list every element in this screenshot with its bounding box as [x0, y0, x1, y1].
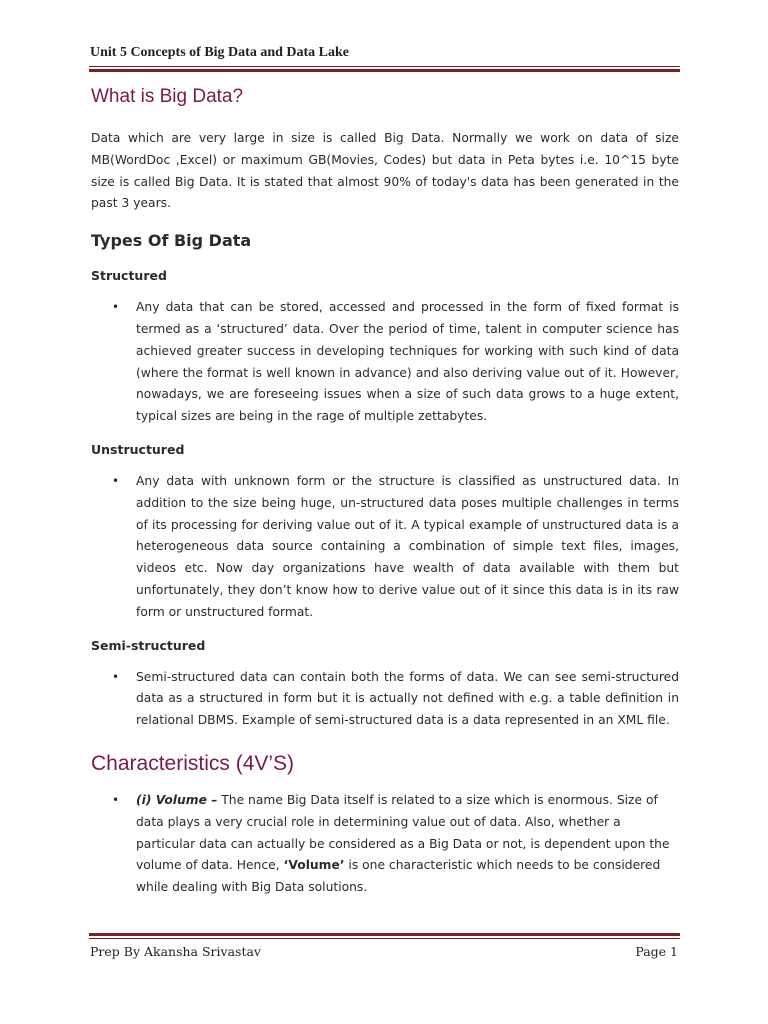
page-content [91, 86, 679, 899]
header-rule-thick [89, 69, 680, 72]
footer-page-number: Page 1 [635, 944, 678, 959]
heading-structured: Structured [91, 268, 167, 284]
heading-unstructured: Unstructured [91, 441, 185, 457]
bullet-icon: • [112, 300, 120, 315]
list-item [91, 471, 679, 624]
volume-label: (i) Volume – [136, 792, 218, 807]
bullet-icon: • [112, 792, 120, 807]
volume-text-b: is one characteristic which needs to be considered while dealing with Big Data solutions. [136, 858, 661, 895]
list-item [91, 667, 679, 732]
heading-types-of-big-data: Types Of Big Data [91, 231, 252, 251]
bullet-icon: • [112, 669, 120, 684]
unstructured-text: Any data with unknown form or the structure is classified as unstructured data. In addition to the size being huge, un-structured data poses multiple challenges in terms of its processing for deriving value out of it. A typical example of unstructured data is a heterogeneous data source containing a combination of simple text files, images, videos etc. Now day organizations have wealth of data available with them but unfortunately, they don’t know how to derive value out of it since this data is in its raw form or unstructured format. [136, 473, 679, 619]
volume-text-a: The name Big Data itself is related to a size which is enormous. Size of data plays a very crucial role in determining value out of data. Also, whether a particular data can actually be considered as a Big Data or not, is dependent upon the volume of data. Hence, [136, 792, 670, 873]
intro-paragraph: Data which are very large in size is called Big Data. Normally we work on data of size MB(WordDoc ,Excel) or maximum GB(Movies, Codes) but data in Peta bytes i.e. 10^15 byte size is called Big Data. It is stated that almost 90% of today's data has been generated in the past 3 years. [91, 131, 679, 211]
page-header-title: Unit 5 Concepts of Big Data and Data Lake [90, 45, 350, 60]
volume-text [136, 790, 679, 899]
semi-structured-text: Semi-structured data can contain both the forms of data. We can see semi-structured data as a structured in form but it is actually not defined with e.g. a table definition in relational DBMS. Example of semi-structured data is a data represented in an XML file. [136, 669, 679, 728]
volume-term: ‘Volume’ [283, 858, 345, 873]
footer-author: Prep By Akansha Srivastav [90, 944, 261, 959]
page-footer [90, 944, 678, 959]
bullet-icon: • [112, 473, 120, 488]
heading-what-is-big-data: What is Big Data? [91, 86, 244, 107]
list-item [91, 790, 679, 899]
heading-semi-structured: Semi-structured [91, 637, 206, 653]
heading-characteristics: Characteristics (4V’S) [91, 751, 295, 775]
list-item [91, 297, 679, 428]
structured-text: Any data that can be stored, accessed and processed in the form of fixed format is termed as a ‘structured’ data. Over the period of time, talent in computer science has achieved greater success in developing techniques for working with such kind of data (where the format is well known in advance) and also deriving value out of it. However, nowadays, we are foreseeing issues when a size of such data grows to a huge extent, typical sizes are being in the rage of multiple zettabytes. [136, 300, 679, 424]
header-rule-thin [89, 66, 680, 67]
footer-rule-thin [89, 938, 680, 939]
footer-rule-thick [89, 933, 680, 936]
